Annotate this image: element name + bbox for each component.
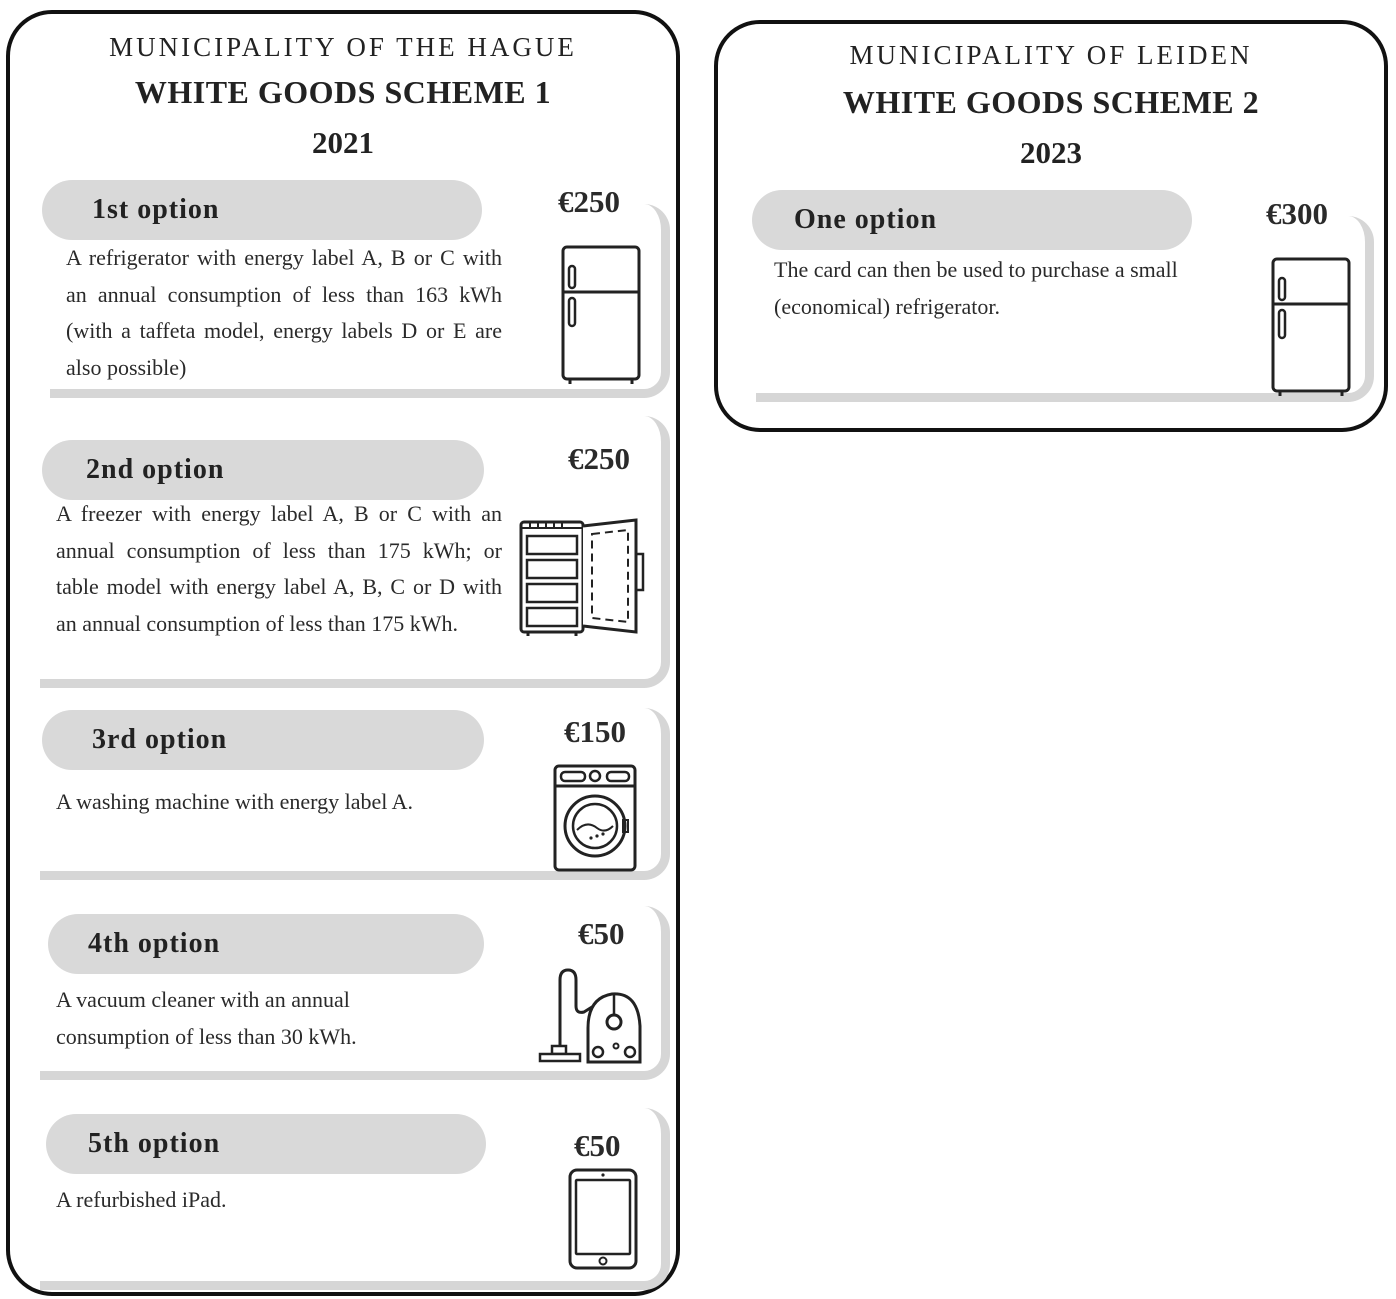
option-label: 2nd option	[42, 440, 484, 500]
option-description: A washing machine with energy label A.	[56, 789, 414, 814]
tablet-icon	[568, 1168, 638, 1270]
option-price: €250	[568, 441, 630, 476]
option-description: A freezer with energy label A, B or C with an annual consumption of less than 175 kWh; or table model with energy label A, B, C or D with an annual consumption of less than 175 kWh.	[56, 501, 502, 636]
hague-scheme-panel	[6, 10, 680, 1296]
option-description: A refurbished iPad.	[56, 1187, 227, 1212]
refrigerator-icon	[560, 244, 642, 386]
option-label: 1st option	[42, 180, 482, 240]
option-label: One option	[752, 190, 1192, 250]
leiden-municipality: MUNICIPALITY OF LEIDEN	[849, 40, 1253, 70]
option-price: €300	[1266, 196, 1328, 231]
freezer-icon	[518, 514, 648, 636]
vacuum-cleaner-icon	[538, 966, 642, 1066]
leiden-scheme-panel	[714, 20, 1388, 432]
leiden-scheme-year: 2023	[1020, 135, 1082, 170]
hague-scheme-title: WHITE GOODS SCHEME 1	[134, 74, 552, 110]
option-price: €50	[574, 1128, 621, 1163]
option-label: 4th option	[48, 914, 484, 974]
option-price: €50	[578, 916, 625, 951]
option-description: A vacuum cleaner with an annual consumption of less than 30 kWh.	[56, 987, 357, 1049]
leiden-scheme-title: WHITE GOODS SCHEME 2	[842, 84, 1260, 120]
refrigerator-icon	[1270, 256, 1352, 398]
option-price: €150	[564, 714, 626, 749]
option-description: A refrigerator with energy label A, B or C with an annual consumption of less than 163 kWh (with a taffeta model, energy labels D or E are also possible)	[66, 245, 502, 380]
hague-municipality: MUNICIPALITY OF THE HAGUE	[109, 32, 577, 62]
washing-machine-icon	[553, 764, 637, 872]
option-price: €250	[558, 184, 620, 219]
option-label: 3rd option	[42, 710, 484, 770]
hague-scheme-year: 2021	[312, 125, 374, 160]
option-description: The card can then be used to purchase a small (economical) refrigerator.	[774, 257, 1178, 319]
option-label: 5th option	[46, 1114, 486, 1174]
